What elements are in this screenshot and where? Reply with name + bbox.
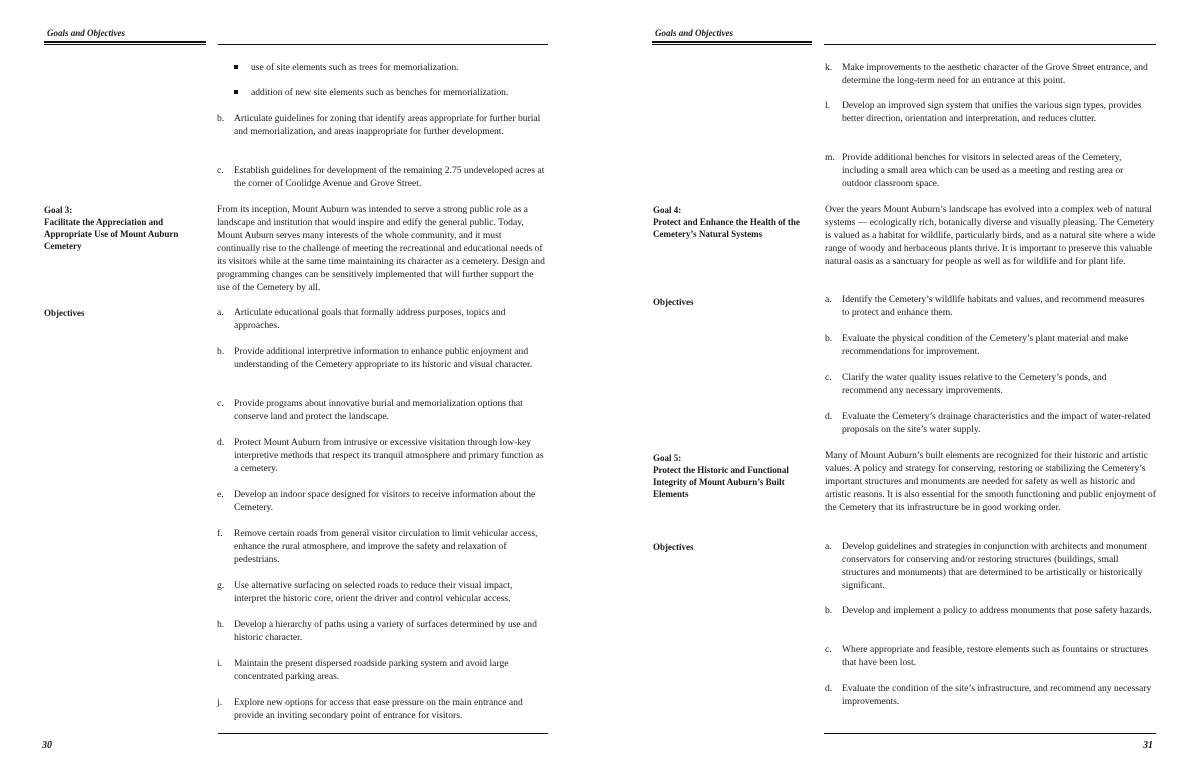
- header-rule: [652, 41, 812, 43]
- running-header: Goals and Objectives: [655, 28, 733, 38]
- left-page: Goals and Objectives use of site elements such as trees for memorialization. addition of new site elements such as benches for memorialization. b. Articulate guidelines for zoning that identify areas appropriate for further burial and memorialization, and areas inappropriate for further development. c. Establish guidelines for development of the remaining 2.75 undeveloped acres at the corner of Coolidge Avenue and Grove Street. Goal 3: Facilitate the Appreciation and Appropriate Use of Mount Auburn Cemetery From its inception, Mount Auburn was intended to serve a strong public role as a landscape and institution that would inspire and edify the general public. Today, Mount Auburn serves many interests of the whole community, and it must continually rise to the challenge of meeting the recreational and educational needs of its visitors while at the same time maintaining its character as a cemetery. Design and programming changes can be sensitively implemented that will further support the use of the Cemetery by all. Objectives a. Articulate educational goals that formally address purposes, topics and approaches. b. Provide additional interpretive information to enhance public enjoyment and understanding of the Cemetery appropriate to its historic and visual character. c. Provide programs about innovative burial and memorialization options that conserve land and protect the landscape. d. Protect Mount Auburn from intrusive or excessive visitation through low-key interpretive methods that respect its tranquil atmosphere and primary function as a cemetery. e. Develop an indoor space designed for visitors to receive information about the Cemetery. f. Remove certain roads from general visitor circulation to limit vehicular access, enhance the rural atmosphere, and improve the safety and relaxation of pedestrians. g. Use alternative surfacing on selected roads to reduce their visual impact, interpret the historic core, orient the driver and control vehicular access. h. Develop a hierarchy of paths using a variety of surfaces determined by use and historic character. i. Maintain the present dispersed roadside parking system and avoid large concentrated parking areas. j. Explore new options for access that ease pressure on the main entrance and provide an inviting secondary point of entrance for visitors. 30: [0, 0, 600, 776]
- running-header: Goals and Objectives: [47, 28, 125, 38]
- footer-rule: [218, 733, 548, 734]
- objectives-heading: Objectives: [653, 297, 694, 307]
- header-rule: [44, 44, 206, 45]
- bullet-square-icon: [234, 90, 238, 94]
- footer-rule: [824, 733, 1156, 734]
- goal-heading: Goal 4: Protect and Enhance the Health of the Cemetery’s Natural Systems: [653, 205, 800, 239]
- objectives-heading: Objectives: [44, 308, 85, 318]
- header-rule: [44, 41, 206, 43]
- header-rule: [652, 44, 812, 45]
- goal-description: From its inception, Mount Auburn was intended to serve a strong public role as a landscape and institution that would inspire and edify the general public. Today, Mount Auburn serves many interests of the whole community, and it must continually rise to the challenge of meeting the recreational and educational needs of its visitors while at the same time maintaining its character as a cemetery. Design and programming changes can be sensitively implemented that will further support the use of the Cemetery by all.: [217, 204, 545, 293]
- goal-heading: Goal 5: Protect the Historic and Functional Integrity of Mount Auburn’s Built Elements: [653, 453, 789, 499]
- goal-description: Over the years Mount Auburn’s landscape has evolved into a complex web of natural systems — ecologically rich, botanically diverse and visually pleasing. The Cemetery is valued as a habitat for wildlife, particularly birds, and as a natural site where a wide range of woody and herbaceous plants thrive. It is important to preserve this valuable natural oasis as a sanctuary for people as well as for wildlife and for plant life.: [825, 204, 1156, 267]
- goal-heading: Goal 3: Facilitate the Appreciation and Appropriate Use of Mount Auburn Cemetery: [44, 205, 179, 251]
- bullet-square-icon: [234, 65, 238, 69]
- page-number: 30: [42, 740, 52, 751]
- page-number: 31: [1143, 740, 1153, 751]
- objectives-heading: Objectives: [653, 542, 694, 552]
- right-page: Goals and Objectives k. Make improvements to the aesthetic character of the Grove Street entrance, and determine the long-term need for an entrance at this point. l. Develop an improved sign system that unifies the various sign types, provides better direction, orientation and interpretation, and reduces clutter. m. Provide additional benches for visitors in selected areas of the Cemetery, including a small area which can be used as a meeting and resting area or outdoor classroom space. Goal 4: Protect and Enhance the Health of the Cemetery’s Natural Systems Over the years Mount Auburn’s landscape has evolved into a complex web of natural systems — ecologically rich, botanically diverse and visually pleasing. The Cemetery is valued as a habitat for wildlife, particularly birds, and as a natural site where a wide range of woody and herbaceous plants thrive. It is important to preserve this valuable natural oasis as a sanctuary for people as well as for wildlife and for plant life. Objectives a. Identify the Cemetery’s wildlife habitats and values, and recommend measures to protect and enhance them. b. Evaluate the physical condition of the Cemetery’s plant material and make recommendations for improvement. c. Clarify the water quality issues relative to the Cemetery’s ponds, and recommend any necessary improvements. d. Evaluate the Cemetery’s drainage characteristics and the impact of water-related proposals on the site’s water supply. Goal 5: Protect the Historic and Functional Integrity of Mount Auburn’s Built Elements Many of Mount Auburn’s built elements are recognized for their historic and artistic values. A policy and strategy for conserving, restoring or stabilizing the Cemetery’s important structures and monuments are needed for safety as well as historic and artistic reasons. It is also essential for the smooth functioning and public enjoyment of the Cemetery that its infrastructure be in good working order. Objectives a. Develop guidelines and strategies in conjunction with architects and monument conservators for conserving and/or restoring structures (buildings, small structures and monuments) that are determined to be artistically or historically significant. b. Develop and implement a policy to address monuments that pose safety hazards. c. Where appropriate and feasible, restore elements such as fountains or structures that have been lost. d. Evaluate the condition of the site’s infrastructure, and recommend any necessary improvements. 31: [653, 28, 1156, 751]
- header-rule: [218, 44, 548, 45]
- goal-description: Many of Mount Auburn’s built elements are recognized for their historic and artistic values. A policy and strategy for conserving, restoring or stabilizing the Cemetery’s important structures and monuments are needed for safety as well as historic and artistic reasons. It is also essential for the smooth functioning and public enjoyment of the Cemetery that its infrastructure be in good working order.: [825, 450, 1156, 513]
- header-rule: [824, 44, 1156, 45]
